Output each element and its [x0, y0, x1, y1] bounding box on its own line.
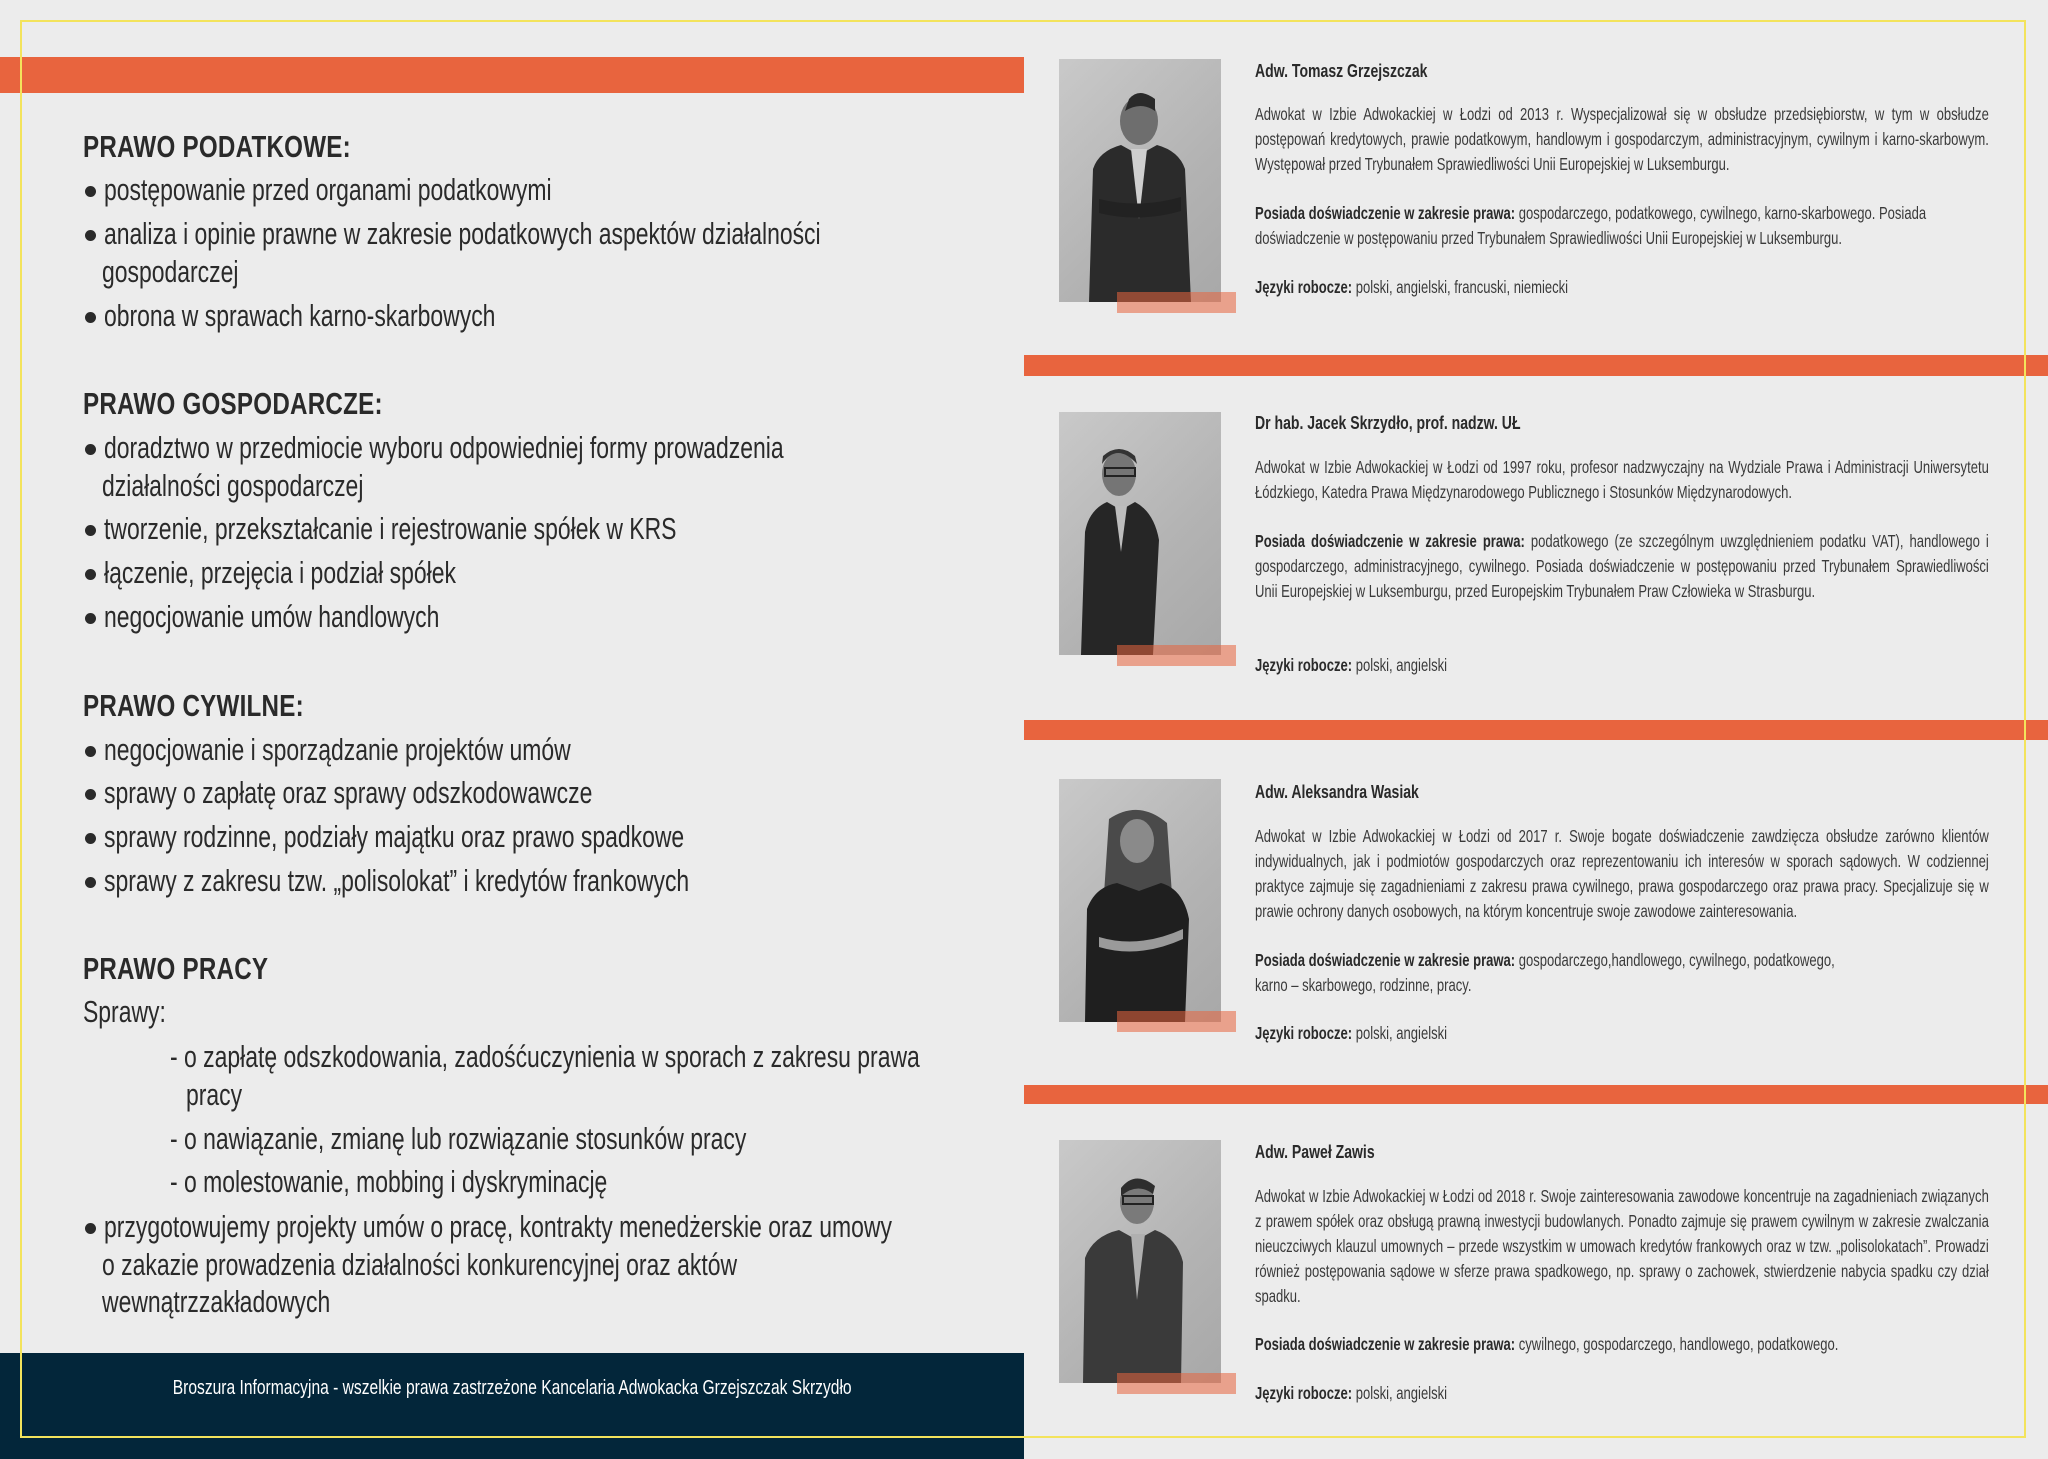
section-heading-business-law: PRAWO GOSPODARCZE: — [83, 386, 383, 421]
languages-value: polski, angielski — [1355, 655, 1448, 675]
lawyer-experience — [1255, 529, 1989, 604]
experience-label: Posiada doświadczenie w zakresie prawa: — [1255, 950, 1516, 970]
list-item-continuation: gospodarczej — [102, 254, 239, 289]
bullet-icon — [85, 444, 96, 455]
sub-list-item: - o molestowanie, mobbing i dyskryminację — [170, 1164, 608, 1199]
lawyer-photo — [1059, 412, 1221, 655]
experience-label: Posiada doświadczenie w zakresie prawa: — [1255, 531, 1525, 551]
sub-list-item: - o zapłatę odszkodowania, zadośćuczynienia w sporach z zakresu prawa — [170, 1039, 920, 1074]
bullet-icon — [85, 569, 96, 580]
lawyer-bio: Adwokat w Izbie Adwokackiej w Łodzi od 2013 r. Wyspecjalizował się w obsłudze przedsiębiorstw, w tym w obsłudze postępowań kredytowych, prawie podatkowym, handlowym i gospodarczym, administracyjnym, cywilnym i karno-skarbowym. Występował przed Trybunałem Sprawiedliwości Unii Europejskiej w Luksemburgu. — [1255, 104, 1989, 174]
section-intro: Sprawy: — [83, 994, 166, 1029]
experience-value: gospodarczego,handlowego, cywilnego, podatkowego, — [1518, 950, 1835, 970]
languages-label: Języki robocze: — [1255, 1023, 1353, 1043]
list-item: sprawy o zapłatę oraz sprawy odszkodowawcze — [104, 775, 593, 810]
list-item-continuation: o zakazie prowadzenia działalności konkurencyjnej oraz aktów — [102, 1247, 738, 1282]
lawyer-photo — [1059, 1140, 1221, 1383]
lawyer-experience — [1255, 201, 1989, 251]
experience-value: gospodarczego, podatkowego, cywilnego, karno-skarbowego. Posiada doświadczenie w postępowaniu przed Trybunałem Sprawiedliwości Unii Europejskiej w Luksemburgu. — [1255, 203, 1927, 248]
accent-band-divider-1 — [1024, 355, 2048, 376]
lawyer-bio: Adwokat w Izbie Adwokackiej w Łodzi od 2018 r. Swoje zainteresowania zawodowe koncentruje na zagadnieniach związanych z prawem spółek oraz obsługą prawną inwestycji budowlanych. Ponadto zajmuje się prawem cywilnym w zakresie zwalczania nieuczciwych klauzul umownych – przede wszystkim w umowach kredytów frankowych oraz w tzw. „polisolokatach”. Prowadzi również postępowania sądowe w sferze prawa spadkowego, np. sprawy o zachowek, stwierdzenie nabycia spadku czy dział spadku. — [1255, 1186, 1989, 1306]
lawyer-name: Adw. Paweł Zawis — [1255, 1142, 1375, 1162]
list-item: sprawy z zakresu tzw. „polisolokat” i kredytów frankowych — [104, 863, 690, 898]
list-item: obrona w sprawach karno-skarbowych — [104, 298, 496, 333]
bullet-icon — [85, 877, 96, 888]
person-portrait-icon — [1059, 412, 1221, 655]
list-item: analiza i opinie prawne w zakresie podatkowych aspektów działalności — [104, 216, 821, 251]
list-item: sprawy rodzinne, podziały majątku oraz prawo spadkowe — [104, 819, 685, 854]
lawyer-languages — [1255, 1381, 1989, 1406]
photo-accent-block — [1117, 292, 1236, 313]
person-portrait-icon — [1059, 1140, 1221, 1383]
section-heading-labour-law: PRAWO PRACY — [83, 951, 269, 986]
languages-value: polski, angielski, francuski, niemiecki — [1355, 277, 1569, 297]
person-portrait-icon — [1059, 59, 1221, 302]
bullet-icon — [85, 312, 96, 323]
bullet-icon — [85, 186, 96, 197]
experience-value: cywilnego, gospodarczego, handlowego, podatkowego. — [1518, 1334, 1839, 1354]
languages-label: Języki robocze: — [1255, 277, 1353, 297]
lawyer-experience — [1255, 1332, 1989, 1357]
list-item: negocjowanie umów handlowych — [104, 599, 440, 634]
photo-accent-block — [1117, 1373, 1236, 1394]
photo-accent-block — [1117, 1011, 1236, 1032]
lawyer-name: Adw. Aleksandra Wasiak — [1255, 782, 1419, 802]
footer-bar — [0, 1353, 1024, 1459]
person-portrait-icon — [1059, 779, 1221, 1022]
list-item: negocjowanie i sporządzanie projektów umów — [104, 732, 571, 767]
bullet-icon — [85, 525, 96, 536]
bullet-icon — [85, 1223, 96, 1234]
list-item: postępowanie przed organami podatkowymi — [104, 172, 552, 207]
lawyer-name: Dr hab. Jacek Skrzydło, prof. nadzw. UŁ — [1255, 413, 1521, 433]
list-item: tworzenie, przekształcanie i rejestrowanie spółek w KRS — [104, 511, 677, 546]
list-item: łączenie, przejęcia i podział spółek — [104, 555, 456, 590]
experience-value-line2: karno – skarbowego, rodzinne, pracy. — [1255, 975, 1472, 995]
lawyer-languages — [1255, 275, 1989, 300]
list-item-continuation: wewnątrzzakładowych — [102, 1284, 331, 1319]
experience-value: podatkowego (ze szczególnym uwzględnieniem podatku VAT), handlowego i gospodarczego, administracyjnego, cywilnego. Posiada doświadczenie w postępowaniu przed Trybunałem Sprawiedliwości Unii Europejskiej w Luksemburgu, przed Europejskim Trybunałem Praw Człowieka w Strasburgu. — [1255, 531, 1989, 601]
section-heading-civil-law: PRAWO CYWILNE: — [83, 688, 304, 723]
list-item-continuation: działalności gospodarczej — [102, 468, 364, 503]
accent-band-top-left — [0, 57, 1024, 93]
lawyer-bio: Adwokat w Izbie Adwokackiej w Łodzi od 2017 r. Swoje bogate doświadczenie zawdzięcza obsłudze zarówno klientów indywidualnych, jak i podmiotów gospodarczych oraz reprezentowaniu ich interesów w sporach sądowych. W codziennej praktyce zajmuje się zagadnieniami z zakresu prawa cywilnego, prawa gospodarczego oraz prawa pracy. Specjalizuje się w prawie ochrony danych osobowych, na którym koncentruje swoje zawodowe zainteresowania. — [1255, 826, 1989, 921]
experience-label: Posiada doświadczenie w zakresie prawa: — [1255, 203, 1516, 223]
lawyer-languages — [1255, 1021, 1989, 1046]
lawyer-languages — [1255, 653, 1989, 678]
accent-band-divider-2 — [1024, 720, 2048, 740]
footer-copyright-text: Broszura Informacyjna - wszelkie prawa zastrzeżone Kancelaria Adwokacka Grzejszczak Skrzydło — [172, 1377, 852, 1399]
sub-list-item-continuation: pracy — [186, 1077, 243, 1112]
languages-value: polski, angielski — [1355, 1023, 1448, 1043]
bullet-icon — [85, 833, 96, 844]
lawyer-photo — [1059, 59, 1221, 302]
bullet-icon — [85, 789, 96, 800]
list-item: przygotowujemy projekty umów o pracę, kontrakty menedżerskie oraz umowy — [104, 1209, 892, 1244]
languages-value: polski, angielski — [1355, 1383, 1448, 1403]
languages-label: Języki robocze: — [1255, 1383, 1353, 1403]
footer-copyright — [0, 1377, 1024, 1400]
bullet-icon — [85, 613, 96, 624]
experience-label: Posiada doświadczenie w zakresie prawa: — [1255, 1334, 1516, 1354]
lawyer-experience — [1255, 948, 1989, 998]
bullet-icon — [85, 230, 96, 241]
languages-label: Języki robocze: — [1255, 655, 1353, 675]
list-item: doradztwo w przedmiocie wyboru odpowiedniej formy prowadzenia — [104, 430, 784, 465]
bullet-icon — [85, 746, 96, 757]
accent-band-divider-3 — [1024, 1085, 2048, 1104]
section-heading-tax-law: PRAWO PODATKOWE: — [83, 129, 351, 164]
sub-list-item: - o nawiązanie, zmianę lub rozwiązanie stosunków pracy — [170, 1121, 747, 1156]
lawyer-photo — [1059, 779, 1221, 1022]
lawyer-name: Adw. Tomasz Grzejszczak — [1255, 61, 1428, 81]
lawyer-bio: Adwokat w Izbie Adwokackiej w Łodzi od 1997 roku, profesor nadzwyczajny na Wydziale Prawa i Administracji Uniwersytetu Łódzkiego, Katedra Prawa Międzynarodowego Publicznego i Stosunków Międzynarodowych. — [1255, 457, 1989, 502]
photo-accent-block — [1117, 645, 1236, 666]
